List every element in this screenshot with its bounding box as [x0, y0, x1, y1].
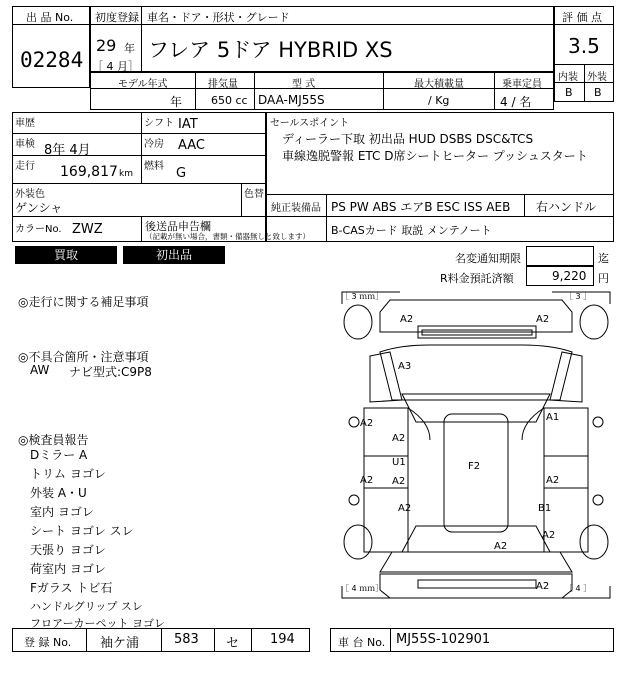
mark-left-rear-door: A2	[360, 475, 374, 486]
reg-area: 袖ケ浦	[100, 636, 140, 651]
car-name-label: 車名・ドア・形状・グレード	[147, 11, 290, 24]
mileage-label: 走行	[15, 161, 35, 172]
reg-label: 登 録 No.	[24, 636, 72, 649]
chassis-value: MJ55S-102901	[396, 632, 491, 647]
type-label: 型 式	[292, 79, 316, 90]
mark-front-bumper-right: A2	[536, 314, 550, 325]
mark-right-front-door: A2	[546, 475, 560, 486]
inspector-line: 天張り ヨゴレ	[30, 543, 106, 557]
model-year-label: モデル年式	[118, 79, 168, 90]
inspector-line: シート ヨゴレ スレ	[30, 524, 134, 538]
interior-grade: B	[565, 86, 573, 99]
fuel-label: 燃料	[144, 161, 164, 172]
model-year-value: 年	[170, 95, 183, 109]
first-reg-year: 29	[96, 36, 117, 55]
exterior-label: 外装	[587, 72, 607, 83]
mark-rear-gate: A2	[494, 541, 508, 552]
sales-point-label: セールスポイント	[270, 118, 350, 129]
name-change-label: 名変通知期限	[455, 252, 521, 265]
inspector-line: 室内 ヨゴレ	[30, 505, 94, 519]
inspection-label: 車検	[15, 139, 35, 150]
first-reg-label: 初度登録	[95, 11, 139, 24]
max-load-value: / Kg	[428, 94, 450, 107]
mark-rear-bumper: A2	[536, 581, 550, 592]
name-change-unit: 迄	[598, 252, 609, 265]
recycle-label: R料金預託済額	[440, 272, 514, 285]
capacity-label: 乗車定員	[502, 79, 542, 90]
tire-front-right: ［ 3 ］	[565, 292, 592, 301]
mark-left-fender: A2	[360, 418, 374, 429]
inspector-line: Dミラー A	[30, 448, 88, 462]
lot-label: 出 品 No.	[26, 11, 74, 24]
reg-number: 194	[270, 632, 295, 647]
tire-rear-right: ［ 4 ］	[565, 584, 592, 593]
mark-right-rear-door-2: A2	[542, 530, 556, 541]
defect-title: ◎不具合箇所・注意事項	[18, 350, 149, 364]
inspection-value: 8年 4月	[44, 143, 91, 158]
post-doc-note: （記載が無い場合，書類・備器無しと致します）	[145, 232, 310, 241]
mark-right-rear-door: B1	[538, 503, 552, 514]
ext-color-value: ゲンシャ	[15, 201, 63, 215]
max-load-label: 最大積載量	[414, 79, 464, 90]
defect-key: AW	[30, 363, 50, 377]
mark-left-front-door: A2	[392, 433, 406, 444]
shift-value: IAT	[178, 117, 198, 132]
first-reg-month: ［ 4 月］	[92, 60, 139, 73]
reg-class: 583	[174, 632, 199, 647]
extra-value: B-CASカード 取説 メンテノート	[331, 224, 492, 237]
capacity-value: 4 / 名	[500, 95, 532, 109]
mark-left-rear-fender: A2	[398, 503, 412, 514]
tire-rear-left: ［ 4 ｍｍ］	[341, 584, 384, 593]
defect-val: ナビ型式:C9P8	[69, 365, 152, 379]
equipment-value: PS PW ABS エアB ESC ISS AEB	[331, 200, 511, 214]
ac-value: AAC	[178, 138, 205, 153]
sales-line-1: ディーラー下取 初出品 HUD DSBS DSC&TCS	[282, 132, 534, 146]
fuel-value: G	[176, 166, 187, 181]
mark-left-rear-door-2: A2	[392, 476, 406, 487]
interior-label: 内装	[558, 72, 578, 83]
inspector-line: フロアーカーペット ヨゴレ	[30, 617, 165, 630]
eval-score: 3.5	[568, 34, 600, 58]
mark-roof: F2	[468, 461, 481, 472]
tire-front-left: ［ 3 ｍｍ］	[341, 292, 384, 301]
recycle-unit: 円	[598, 272, 609, 285]
year-unit: 年	[124, 42, 135, 55]
car-damage-diagram	[340, 290, 612, 600]
first-listing-badge: 初出品	[123, 246, 225, 264]
eval-label: 評 価 点	[562, 11, 602, 24]
mileage-unit: km	[119, 169, 133, 179]
lot-number: 02284	[20, 48, 84, 72]
name-change-box	[526, 246, 594, 266]
inspector-line: Fガラス トビ石	[30, 581, 113, 595]
mark-left-front-door-2: U1	[392, 457, 406, 468]
reg-kana: セ	[226, 636, 240, 651]
mileage-value: 169,817	[60, 164, 118, 180]
recycle-value: 9,220	[552, 269, 587, 283]
sales-line-2: 車線逸脱警報 ETC D席シートヒーター プッシュスタート	[282, 149, 588, 163]
mark-front-bumper-left: A2	[400, 314, 414, 325]
displacement-label: 排気量	[208, 79, 238, 90]
chassis-label: 車 台 No.	[338, 636, 386, 649]
driving-title: ◎走行に関する補足事項	[18, 295, 149, 309]
color-no-value: ZWZ	[72, 222, 103, 237]
inspector-line: 外装 A・U	[30, 486, 87, 500]
mark-hood: A3	[398, 361, 412, 372]
post-doc-label: 後送品申告欄	[145, 220, 211, 233]
inspector-line: トリム ヨゴレ	[30, 467, 106, 481]
inspector-line: 荷室内 ヨゴレ	[30, 562, 106, 576]
type-value: DAA-MJ55S	[258, 93, 325, 107]
color-swap-label: 色替	[244, 189, 264, 200]
history-label: 車歴	[15, 118, 35, 129]
exterior-grade: B	[594, 86, 602, 99]
ac-label: 冷房	[144, 139, 164, 150]
ext-color-label: 外装色	[15, 189, 45, 200]
car-name: フレア 5ドア HYBRID XS	[148, 38, 393, 62]
inspector-line: ハンドルグリップ スレ	[30, 600, 143, 613]
buy-badge: 買取	[15, 246, 117, 264]
color-no-label: カラーNo.	[15, 224, 62, 235]
displacement-value: 650 cc	[211, 94, 248, 107]
mark-right-front-fender: A1	[546, 412, 560, 423]
equipment-label: 純正装備品	[271, 203, 321, 214]
handle-value: 右ハンドル	[536, 200, 597, 214]
shift-label: シフト	[144, 118, 174, 129]
inspector-title: ◎検査員報告	[18, 433, 89, 447]
